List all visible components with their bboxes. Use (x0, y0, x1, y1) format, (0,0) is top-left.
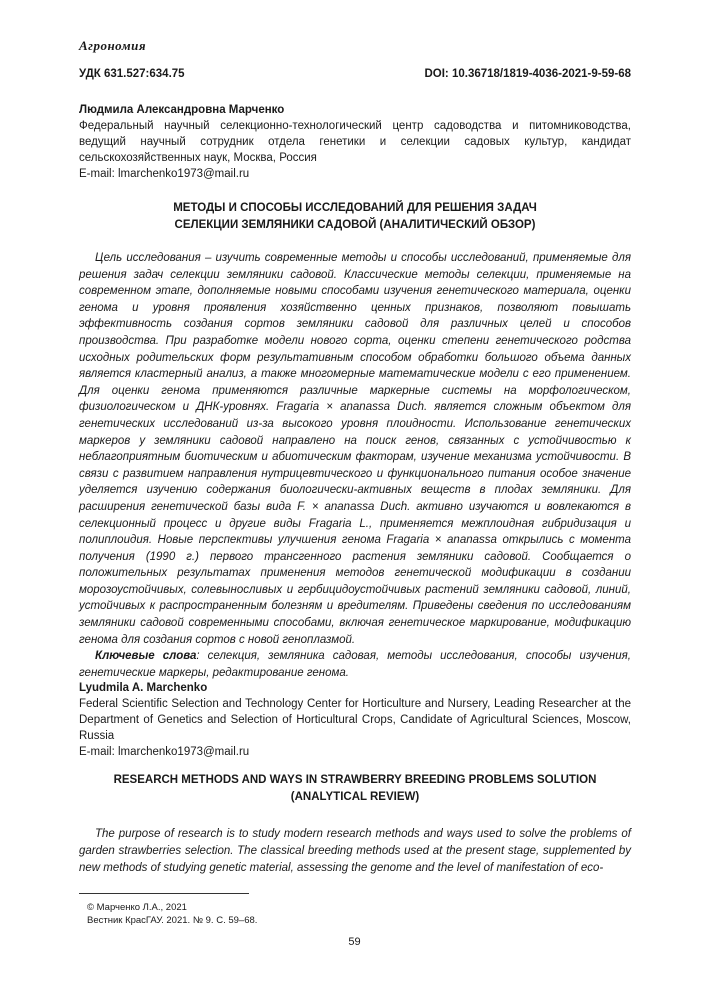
udc-code: УДК 631.527:634.75 (79, 68, 185, 80)
title-ru-line2: СЕЛЕКЦИИ ЗЕМЛЯНИКИ САДОВОЙ (АНАЛИТИЧЕСКИЙ ОБЗОР) (174, 219, 536, 231)
author-ru-affiliation: Федеральный научный селекционно-технологический центр садоводства и питомниководства, ведущий научный сотрудник отдела генетики и селекции садовых культур, кандидат сельскохозяйственных наук, Москва, Россия (79, 120, 631, 164)
author-en-name: Lyudmila A. Marchenko (79, 682, 208, 694)
keywords-ru-label: Ключевые слова (95, 650, 197, 663)
author-ru-email[interactable]: E-mail: lmarchenko1973@mail.ru (79, 168, 250, 180)
abstract-en-block (79, 826, 631, 877)
abstract-en: The purpose of research is to study modern research methods and ways used to solve the problems of garden strawberries selection. The classical breeding methods used at the present stage, supplemented by new methods of studying genetic material, assessing the genome and the level of manifestation of eco- (79, 828, 631, 874)
footnote (87, 901, 257, 927)
abstract-ru: Цель исследования – изучить современные методы и способы исследований, применяемые для решения задач селекции земляники садовой. Классические методы селекции, применяемые на современном этапе, дополняемые новыми способами изучения генетического материала, оценки генома и уровня проявления хозяйственно ценных признаков, позволяют повышать эффективность создания сортов земляники садовой для различных целей и способов производства. При разработке модели нового сорта, оценки степени генетического родства исходных родительских форм результативным способом обработки большого объема данных является кластерный анализ, а также многомерные математические модели с его применением. Для оценки генома применяются различные маркерные системы на морфологическом, физиологическом и ДНК-уровнях. Fragaria × ananassa Duch. является сложным объектом для генетических исследований из-за высокого уровня плоидности. Использование генетических маркеров у земляники садовой направлено на поиск генов, связанных с устойчивостью к неблагоприятным биотическим и абиотическим факторам, изучение механизма устойчивости. В связи с развитием направления нутрицевтического и функционального питания особое значение уделяется изучению содержания биологически-активных веществ в плодах земляники. Для расширения генетической базы вида F. × ananassa Duch. активно изучаются и вовлекаются в селекционный процесс и другие виды Fragaria L., применяется межплоидная гибридизация и полиплоидия. Новые перспективы улучшения генома Fragaria × ananassa открылись с момента получения (1990 г.) первого трансгенного растения земляники садовой. Сообщается о положительных результатах применения методов генетической модификации в создании морозоустойчивых, солевыносливых и гербицидоустойчивых растений земляники садовой, линий, устойчивых к распространенным болезням и вредителям. Приведены сведения по исследованиям земляники садовой современными способами, включая генетическое маркирование, модификацию генома для создания сортов с новой геноплазмой. (79, 252, 631, 646)
author-en-affiliation: Federal Scientific Selection and Technology Center for Horticulture and Nursery, Leading Researcher at the Department of Genetics and Selection of Horticultural Crops, Candidate of Agricultural Sciences, Moscow, Russia (79, 698, 631, 742)
author-ru-name: Людмила Александровна Марченко (79, 104, 285, 116)
author-en-block (79, 680, 631, 760)
title-en (79, 772, 631, 806)
title-en-line1: RESEARCH METHODS AND WAYS IN STRAWBERRY BREEDING PROBLEMS SOLUTION (113, 774, 597, 786)
abstract-ru-block (79, 250, 631, 681)
footnote-divider (79, 893, 249, 894)
keywords-ru-text: : селекция, земляника садовая, методы исследования, способы изучения, генетические маркеры, редактирование генома. (79, 650, 631, 679)
keywords-ru (79, 648, 631, 681)
author-ru-block (79, 102, 631, 182)
page-number: 59 (348, 936, 361, 948)
doi[interactable]: DOI: 10.36718/1819-4036-2021-9-59-68 (424, 68, 631, 80)
header-row (79, 68, 631, 80)
journal-section-label: Агрономия (79, 38, 147, 53)
title-en-line2: (ANALYTICAL REVIEW) (290, 791, 420, 803)
title-ru (79, 200, 631, 234)
footnote-copyright: © Марченко Л.А., 2021 (87, 902, 187, 913)
title-ru-line1: МЕТОДЫ И СПОСОБЫ ИССЛЕДОВАНИЙ ДЛЯ РЕШЕНИЯ ЗАДАЧ (173, 202, 537, 214)
author-en-email[interactable]: E-mail: lmarchenko1973@mail.ru (79, 746, 250, 758)
footnote-citation: Вестник КрасГАУ. 2021. № 9. С. 59–68. (87, 915, 258, 926)
